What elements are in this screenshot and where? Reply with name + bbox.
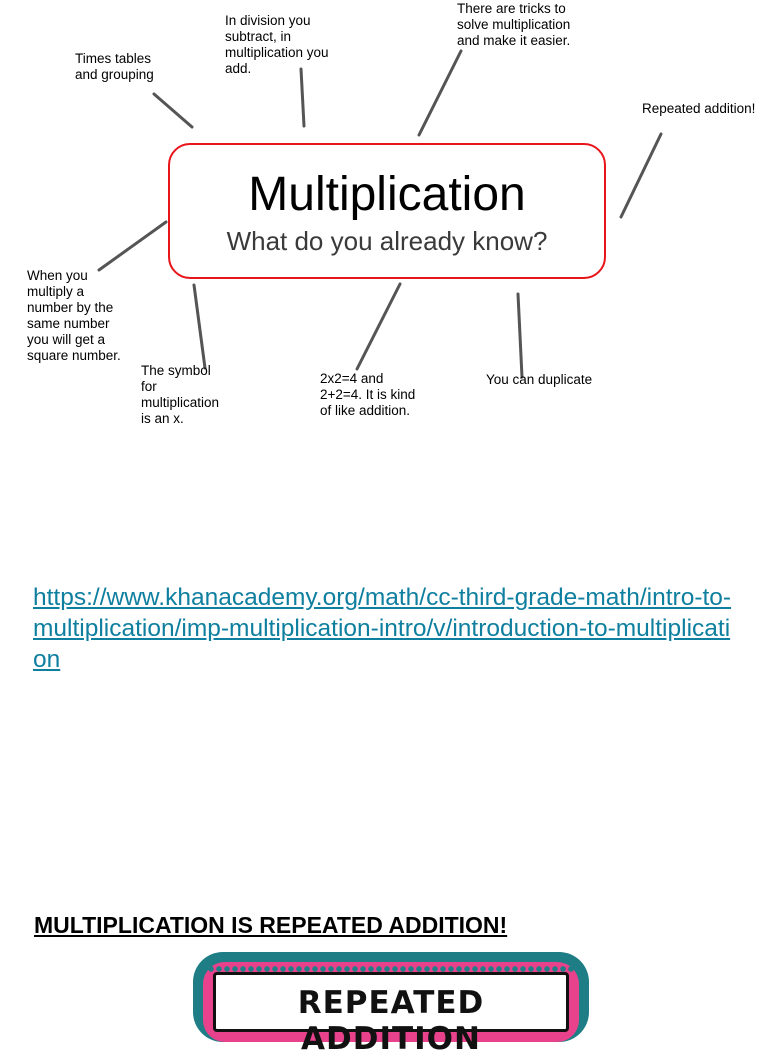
note-example: 2x2=4 and 2+2=4. It is kind of like addition. bbox=[320, 371, 416, 418]
note-duplicate: You can duplicate bbox=[486, 372, 593, 387]
connector-tricks bbox=[419, 51, 461, 135]
note-repeated-addition: Repeated addition! bbox=[642, 101, 756, 116]
section-heading: MULTIPLICATION IS REPEATED ADDITION! bbox=[34, 912, 508, 938]
note-symbol: The symbol for multiplication is an x. bbox=[141, 363, 220, 426]
khan-academy-link[interactable]: https://www.khanacademy.org/math/cc-third-grade-math/intro-to-multiplication/imp-multiplication-intro/v/introduction-to-multiplication bbox=[33, 584, 732, 673]
note-square-number: When you multiply a number by the same number you will get a square number. bbox=[27, 268, 121, 363]
connector-repeated bbox=[621, 134, 661, 217]
mindmap-title: Multiplication bbox=[248, 168, 526, 221]
mindmap-subtitle: What do you already know? bbox=[226, 226, 548, 256]
connector-square bbox=[99, 222, 166, 270]
connector-duplicate bbox=[518, 294, 522, 377]
connector-division bbox=[301, 69, 304, 126]
connector-times-tables bbox=[154, 94, 192, 127]
mindmap-center-box bbox=[168, 143, 606, 279]
repeated-addition-banner bbox=[193, 952, 589, 1057]
note-division: In division you subtract, in multiplication you add. bbox=[225, 13, 329, 76]
connector-symbol bbox=[194, 285, 205, 368]
banner-text: REPEATED ADDITION bbox=[297, 985, 485, 1057]
note-times-tables: Times tables and grouping bbox=[75, 51, 154, 82]
banner-label-box bbox=[213, 972, 569, 1057]
note-tricks: There are tricks to solve multiplication and make it easier. bbox=[457, 1, 571, 48]
connector-example bbox=[357, 284, 400, 369]
